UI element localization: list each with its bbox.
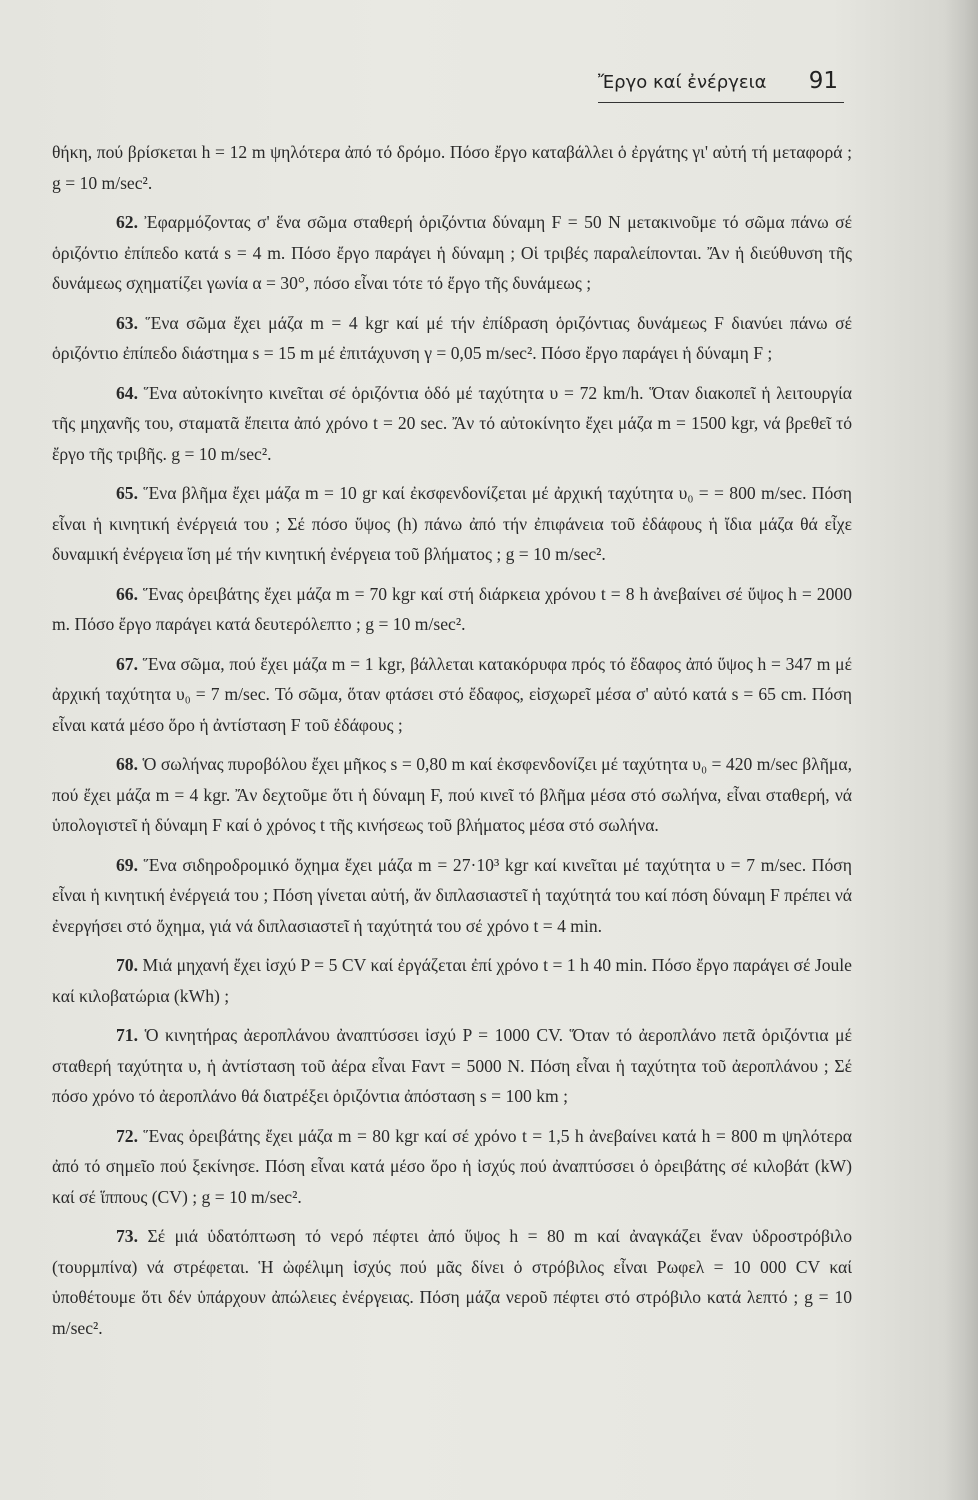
problem-list [52,137,852,1343]
problem-64 [52,378,852,470]
problem-number: 67. [116,653,138,674]
problem-number: 63. [116,312,138,333]
problem-number: 70. [116,955,138,975]
problem-71 [52,1020,852,1112]
problem-61-continuation [52,137,852,198]
problem-text: Μιά μηχανή ἔχει ἰσχύ P = 5 CV καί ἐργάζεται ἐπί χρόνο t = 1 h 40 min. Πόσο ἔργο παράγει σέ Joule καί κιλοβατώρια (kWh) ; [52,955,852,1006]
problem-67 [52,649,852,741]
problem-number: 65. [116,483,138,503]
problem-number: 73. [116,1226,138,1246]
problem-number: 66. [116,583,138,604]
problem-63 [52,308,852,369]
problem-text: Ἕνα σιδηροδρομικό ὄχημα ἔχει μάζα m = 27·10³ kgr καί κινεῖται μέ ταχύτητα υ = 7 m/sec. Πόση εἶναι ἡ κινητική ἐνέργειά του ; Πόση γίνεται αὐτή, ἄν διπλασιαστεῖ ἡ ταχύτητά του καί πόση δύναμη F πρέπει νά ἐνεργήσει στό ὄχημα, γιά νά διπλασιαστεῖ ἡ ταχύτητά του σέ χρόνο t = 4 min. [52,854,852,936]
page-number: 91 [808,68,838,94]
problem-text: Ἕνας ὀρειβάτης ἔχει μάζα m = 80 kgr καί σέ χρόνο t = 1,5 h ἀνεβαίνει κατά h = 800 m ψηλότερα ἀπό τό σημεῖο πού ξεκίνησε. Πόση εἶναι κατά μέσο ὅρο ἡ ἰσχύς πού ἀναπτύσσει ὁ ὀρειβάτης σέ κιλοβάτ (kW) καί σέ ἵππους (CV) ; g = 10 m/sec². [52,1125,852,1207]
problem-text: Ἕνας ὀρειβάτης ἔχει μάζα m = 70 kgr καί στή διάρκεια χρόνου t = 8 h ἀνεβαίνει σέ ὕψος h = 2000 m. Πόσο ἔργο παράγει κατά δευτερόλεπτο ; g = 10 m/sec². [52,583,852,634]
problem-text: Ἕνα βλῆμα ἔχει μάζα m = 10 gr καί ἐκσφενδονίζεται μέ ἀρχική ταχύτητα υ₀ = = 800 m/sec. Πόση εἶναι ἡ κινητική ἐνέργειά του ; Σέ πόσο ὕψος (h) πάνω ἀπό τήν ἐπιφάνεια τοῦ ἐδάφους ἡ ἴδια μάζα θά εἶχε δυναμική ἐνέργεια ἴση μέ τήν κινητική ἐνέργεια τοῦ βλήματος ; g = 10 m/sec². [52,483,852,564]
problem-text: Σέ μιά ὑδατόπτωση τό νερό πέφτει ἀπό ὕψος h = 80 m καί ἀναγκάζει ἕναν ὑδροστρόβιλο (τουρμπίνα) νά στρέφεται. Ἡ ὠφέλιμη ἰσχύς πού μᾶς δίνει ὁ στρόβιλος εἶναι Pωφελ = 10 000 CV καί ὑποθέτουμε ὅτι δέν ὑπάρχουν ἀπώλειες ἐνέργειας. Πόση μάζα νεροῦ πέφτει στό στρόβιλο κατά λεπτό ; g = 10 m/sec². [52,1226,852,1338]
problem-number: 64. [116,382,138,403]
problem-text: Ἕνα σῶμα, πού ἔχει μάζα m = 1 kgr, βάλλεται κατακόρυφα πρός τό ἔδαφος ἀπό ὕψος h = 347 m μέ ἀρχική ταχύτητα υ₀ = 7 m/sec. Τό σῶμα, ὅταν φτάσει στό ἔδαφος, εἰσχωρεῖ μέσα σ' αὐτό κατά s = 65 cm. Πόση εἶναι κατά μέσο ὅρο ἡ ἀντίσταση F τοῦ ἐδάφους ; [52,653,852,735]
problem-number: 62. [116,212,138,232]
problem-70 [52,950,852,1011]
problem-73 [52,1221,852,1343]
problem-69 [52,850,852,942]
problem-text: Ἕνα σῶμα ἔχει μάζα m = 4 kgr καί μέ τήν ἐπίδραση ὁριζόντιας δυνάμεως F διανύει πάνω σέ ὁριζόντιο ἐπίπεδο διάστημα s = 15 m μέ ἐπιτάχυνση γ = 0,05 m/sec². Πόσο ἔργο παράγει ἡ δύναμη F ; [52,312,852,363]
problem-text: Ἕνα αὐτοκίνητο κινεῖται σέ ὁριζόντια ὁδό μέ ταχύτητα υ = 72 km/h. Ὅταν διακοπεῖ ἡ λειτουργία τῆς μηχανῆς του, σταματᾶ ἔπειτα ἀπό χρόνο t = 20 sec. Ἄν τό αὐτοκίνητο ἔχει μάζα m = 1500 kgr, νά βρεθεῖ τό ἔργο τῆς τριβῆς. g = 10 m/sec². [52,382,852,464]
problem-number: 71. [116,1025,138,1045]
problem-text: θήκη, πού βρίσκεται h = 12 m ψηλότερα ἀπό τό δρόμο. Πόσο ἔργο καταβάλλει ὁ ἐργάτης γι' αὐτή τή μεταφορά ; g = 10 m/sec². [52,142,852,193]
problem-text: Ἐφαρμόζοντας σ' ἕνα σῶμα σταθερή ὁριζόντια δύναμη F = 50 N μετακινοῦμε τό σῶμα πάνω σέ ὁριζόντιο ἐπίπεδο κατά s = 4 m. Πόσο ἔργο παράγει ἡ δύναμη ; Οἱ τριβές παραλείπονται. Ἄν ἡ διεύθυνση τῆς δυνάμεως σχηματίζει γωνία α = 30°, πόσο εἶναι τότε τό ἔργο τῆς δυνάμεως ; [52,212,852,293]
problem-72 [52,1121,852,1213]
chapter-title: Ἔργο καί ἐνέργεια [598,72,767,93]
problem-68 [52,749,852,841]
problem-number: 69. [116,854,138,875]
page-spine-shadow [944,0,978,1500]
problem-number: 72. [116,1125,138,1146]
problem-66 [52,579,852,640]
problem-text: Ὁ κινητήρας ἀεροπλάνου ἀναπτύσσει ἰσχύ P = 1000 CV. Ὅταν τό ἀεροπλάνο πετᾶ ὁριζόντια μέ σταθερή ταχύτητα υ, ἡ ἀντίσταση τοῦ ἀέρα εἶναι Fαντ = 5000 N. Πόση εἶναι ἡ ταχύτητα τοῦ ἀεροπλάνου ; Σέ πόσο χρόνο τό ἀεροπλάνο θά διατρέξει ὁριζόντια ἀπόσταση s = 100 km ; [52,1025,852,1106]
problem-number: 68. [116,754,138,774]
running-header [598,68,844,103]
problem-65 [52,478,852,570]
problem-text: Ὁ σωλήνας πυροβόλου ἔχει μῆκος s = 0,80 m καί ἐκσφενδονίζει μέ ταχύτητα υ₀ = 420 m/sec βλῆμα, πού ἔχει μάζα m = 4 kgr. Ἄν δεχτοῦμε ὅτι ἡ δύναμη F, πού κινεῖ τό βλῆμα μέσα στό σωλήνα, εἶναι σταθερή, νά ὑπολογιστεῖ ἡ δύναμη F καί ὁ χρόνος t τῆς κινήσεως τοῦ βλήματος μέσα στό σωλήνα. [52,754,852,835]
problem-62 [52,207,852,299]
